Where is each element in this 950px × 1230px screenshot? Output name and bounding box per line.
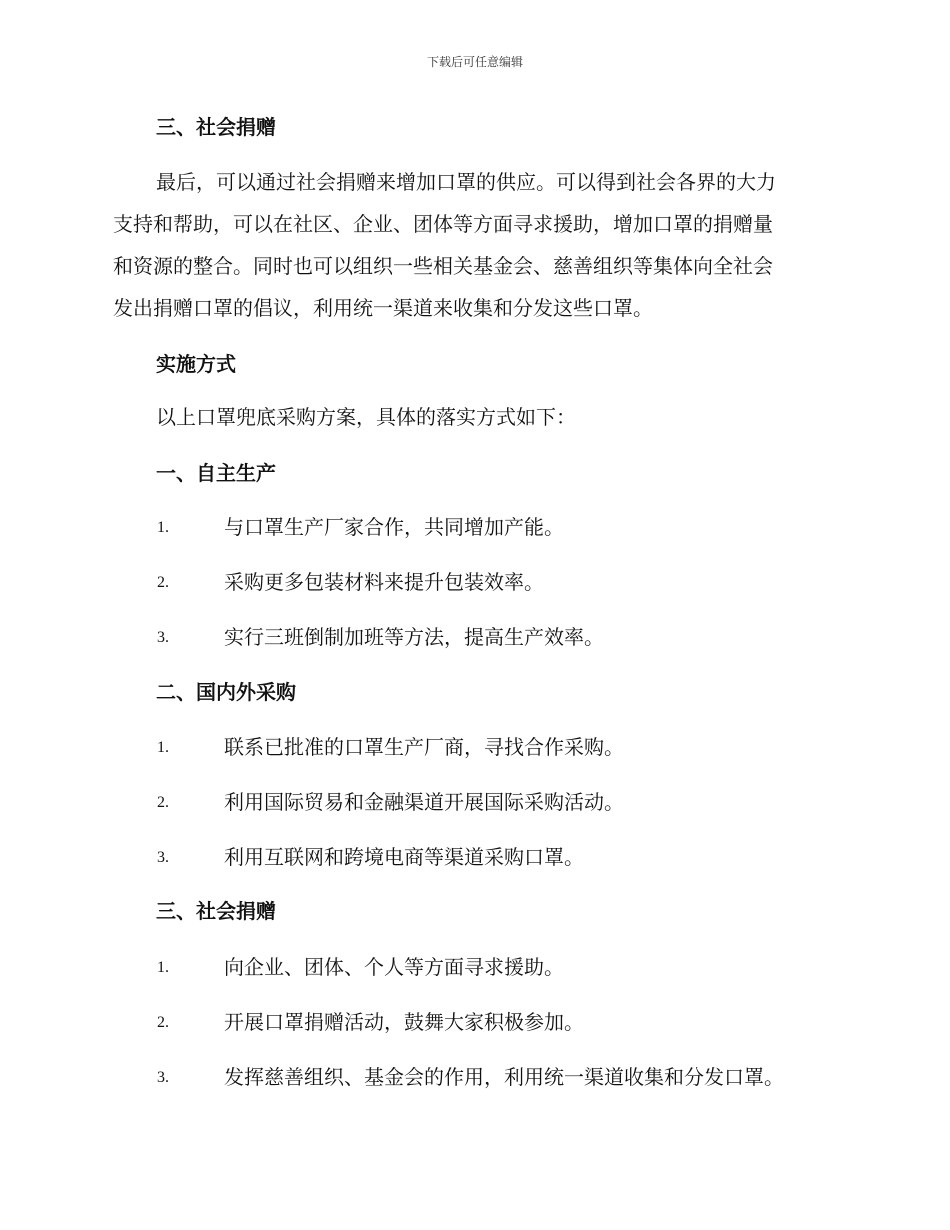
list-number: 2. — [157, 1014, 169, 1031]
list-number: 3. — [157, 629, 169, 646]
paragraph-line: 支持和帮助，可以在社区、企业、团体等方面寻求援助，增加口罩的捐赠量 — [113, 212, 773, 236]
list-number: 3. — [157, 1069, 169, 1086]
paragraph-line: 最后，可以通过社会捐赠来增加口罩的供应。可以得到社会各界的大力 — [156, 170, 776, 194]
list-item: 开展口罩捐赠活动，鼓舞大家积极参加。 — [224, 1010, 584, 1034]
section-heading-donation: 三、社会捐赠 — [156, 899, 276, 923]
list-item: 联系已批准的口罩生产厂商，寻找合作采购。 — [224, 735, 624, 759]
list-number: 2. — [157, 794, 169, 811]
implementation-intro: 以上口罩兜底采购方案，具体的落实方式如下： — [156, 405, 576, 429]
list-item: 发挥慈善组织、基金会的作用，利用统一渠道收集和分发口罩。 — [224, 1065, 784, 1089]
list-item: 实行三班倒制加班等方法，提高生产效率。 — [224, 625, 604, 649]
list-number: 1. — [157, 739, 169, 756]
list-item: 采购更多包装材料来提升包装效率。 — [224, 570, 544, 594]
list-number: 1. — [157, 519, 169, 536]
paragraph-line: 发出捐赠口罩的倡议，利用统一渠道来收集和分发这些口罩。 — [113, 296, 653, 320]
implementation-heading: 实施方式 — [156, 352, 236, 376]
page-header: 下载后可任意编辑 — [426, 55, 523, 69]
list-item: 与口罩生产厂家合作，共同增加产能。 — [224, 515, 564, 539]
section-heading-donation-intro: 三、社会捐赠 — [156, 115, 276, 139]
section-heading-self-production: 一、自主生产 — [156, 461, 276, 485]
list-number: 1. — [157, 959, 169, 976]
list-item: 利用国际贸易和金融渠道开展国际采购活动。 — [224, 790, 624, 814]
section-heading-procurement: 二、国内外采购 — [156, 680, 296, 704]
list-number: 3. — [157, 849, 169, 866]
paragraph-line: 和资源的整合。同时也可以组织一些相关基金会、慈善组织等集体向全社会 — [113, 254, 773, 278]
list-number: 2. — [157, 574, 169, 591]
list-item: 向企业、团体、个人等方面寻求援助。 — [224, 955, 564, 979]
list-item: 利用互联网和跨境电商等渠道采购口罩。 — [224, 845, 584, 869]
